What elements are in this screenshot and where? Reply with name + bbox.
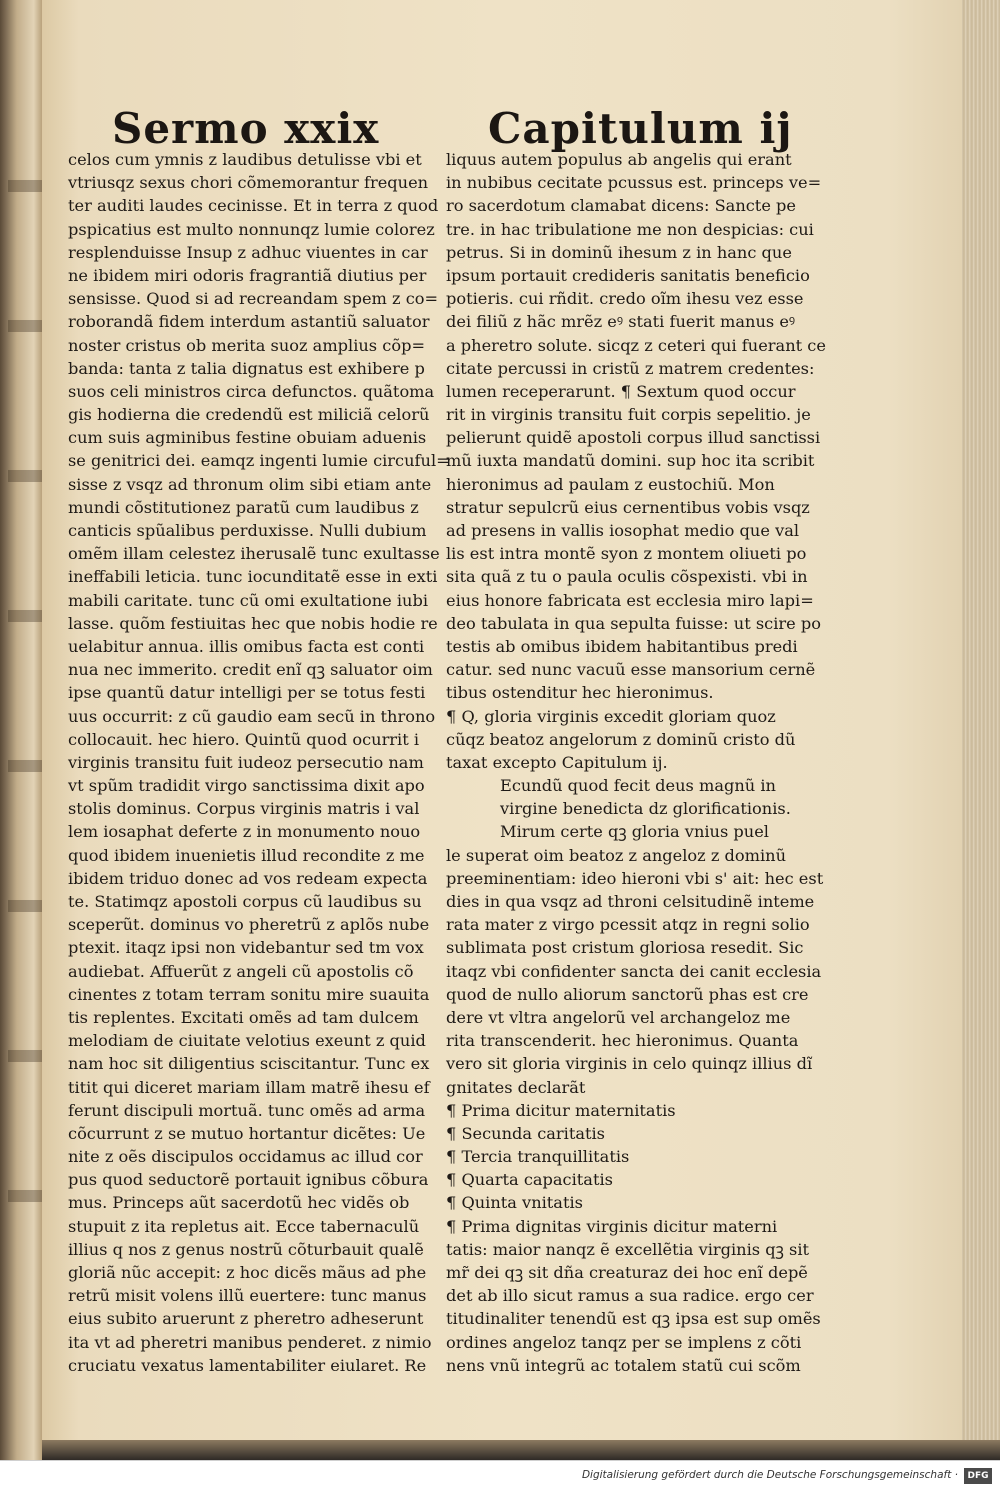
- text-line: lis est intra montẽ syon z montem oliueti po: [446, 544, 807, 564]
- text-line: ¶ Quinta vnitatis: [446, 1193, 583, 1213]
- text-line: omẽm illam celestez iherusalẽ tunc exultasse: [68, 544, 440, 564]
- text-line: tatis: maior nanqz ẽ excellẽtia virginis qꝫ sit: [446, 1239, 810, 1259]
- text-line: Mirum certe qꝫ gloria vnius puel: [500, 822, 769, 842]
- text-line: preeminentiam: ideo hieroni vbi s' ait: hec est: [446, 868, 824, 888]
- text-line: cũqz beatoz angelorum z dominũ cristo dũ: [446, 729, 796, 749]
- text-line: nam hoc sit diligentius sciscitantur. Tunc ex: [68, 1054, 430, 1074]
- page-bottom-shadow: [42, 1440, 1000, 1460]
- text-line: nens vnũ integrũ ac totalem statũ cui scõm: [446, 1355, 801, 1375]
- text-line: tre. in hac tribulatione me non despicias: cui: [446, 219, 814, 239]
- text-line: ita vt ad pheretri manibus penderet. z nimio: [68, 1332, 432, 1352]
- text-line: petrus. Si in dominũ ihesum z in hanc que: [446, 242, 792, 262]
- text-line: noster cristus ob merita suoz amplius cõp=: [68, 335, 426, 355]
- text-line: rit in virginis transitu fuit corpis sepelitio. je: [446, 405, 811, 425]
- text-line: potieris. cui rñdit. credo oĩm ihesu vez esse: [446, 289, 804, 309]
- text-line: stupuit z ita repletus ait. Ecce tabernaculũ: [68, 1216, 420, 1236]
- text-line: mũ iuxta mandatũ domini. sup hoc ita scribit: [446, 451, 815, 471]
- text-line: Ecundũ quod fecit deus magnũ in: [500, 776, 776, 796]
- text-line: collocauit. hec hiero. Quintũ quod ocurrit i: [68, 729, 420, 749]
- text-line: sceperũt. dominus vo pheretrũ z aplõs nube: [68, 915, 430, 935]
- text-line: eius subito aruerunt z pheretro adheserunt: [68, 1309, 424, 1329]
- text-line: melodiam de ciuitate velotius exeunt z quid: [68, 1031, 426, 1051]
- right-text-column: [446, 148, 826, 1377]
- text-line: liquus autem populus ab angelis qui erant: [446, 150, 792, 169]
- text-line: quod de nullo aliorum sanctorũ phas est cre: [446, 984, 809, 1004]
- footer-credit: Digitalisierung gefördert durch die Deutsche Forschungsgemeinschaft ·: [581, 1469, 958, 1481]
- text-line: sita quã z tu o paula oculis cõspexisti. vbi in: [446, 567, 808, 587]
- text-line: tis replentes. Excitati omẽs ad tam dulcem: [68, 1007, 419, 1027]
- text-line: suos celi ministros circa defunctos. quãtoma: [68, 381, 435, 401]
- text-line: det ab illo sicut ramus a sua radice. ergo cer: [446, 1286, 814, 1306]
- running-head-left: Sermo xxix: [112, 104, 380, 153]
- text-line: virgine benedicta dz glorificationis.: [500, 799, 791, 819]
- text-line: celos cum ymnis z laudibus detulisse vbi et: [68, 150, 422, 169]
- text-line: titudinaliter tenendũ est qꝫ ipsa est sup omẽs: [446, 1309, 821, 1329]
- text-line: te. Statimqz apostoli corpus cũ laudibus su: [68, 892, 422, 911]
- text-line: le superat oim beatoz z angeloz z dominũ: [446, 845, 787, 865]
- text-line: ne ibidem miri odoris fragrantiã diutius per: [68, 265, 427, 285]
- text-line: mus. Princeps aũt sacerdotũ hec vidẽs ob: [68, 1193, 410, 1213]
- text-line: mr̃ dei qꝫ sit dña creaturaz dei hoc enĩ depẽ: [446, 1263, 808, 1282]
- text-line: ¶ Quarta capacitatis: [446, 1170, 613, 1190]
- text-line: tibus ostenditur hec hieronimus.: [446, 683, 714, 703]
- text-line: ter auditi laudes cecinisse. Et in terra z quod: [68, 196, 439, 216]
- text-line: ipse quantũ datur intelligi per se totus festi: [68, 683, 426, 703]
- text-line: stratur sepulcrũ eius cernentibus vobis vsqz: [446, 497, 810, 517]
- text-line: rata mater z virgo pcessit atqz in regni solio: [446, 915, 810, 935]
- text-line: mundi cõstitutionez paratũ cum laudibus z: [68, 497, 419, 517]
- text-line: resplenduisse Insup z adhuc viuentes in car: [68, 242, 428, 262]
- dfg-logo: DFG: [964, 1468, 992, 1484]
- text-line: pelierunt quidẽ apostoli corpus illud sanctissi: [446, 428, 821, 448]
- text-line: hieronimus ad paulam z eustochiũ. Mon: [446, 474, 775, 494]
- text-line: gis hodierna die credendũ est miliciã celorũ: [68, 405, 430, 425]
- text-line: testis ab omibus ibidem habitantibus predi: [446, 636, 798, 656]
- text-line: illius q nos z genus nostrũ cõturbauit qualẽ: [68, 1239, 424, 1259]
- text-line: in nubibus cecitate pcussus est. princeps ve=: [446, 173, 822, 193]
- text-line: cõcurrunt z se mutuo hortantur dicẽtes: Ue: [68, 1123, 426, 1143]
- text-line: banda: tanta z talia dignatus est exhibere p: [68, 358, 425, 378]
- text-line: catur. sed nunc vacuũ esse mansorium cernẽ: [446, 660, 816, 680]
- text-line: dei filiũ z hãc mrẽz eꝰ stati fuerit manus eꝰ: [446, 312, 796, 332]
- text-line: sensisse. Quod si ad recreandam spem z co=: [68, 289, 439, 309]
- text-line: lasse. quõm festiuitas hec que nobis hodie re: [68, 613, 438, 633]
- text-line: vt spũm tradidit virgo sanctissima dixit apo: [68, 776, 425, 796]
- text-line: dies in qua vsqz ad throni celsitudinẽ inteme: [446, 892, 815, 911]
- text-line: sisse z vsqz ad thronum olim sibi etiam ante: [68, 474, 432, 494]
- text-line: vtriusqz sexus chori cõmemorantur frequen: [68, 173, 429, 193]
- text-line: vero sit gloria virginis in celo quinqz illius dĩ: [446, 1054, 813, 1074]
- text-line: taxat excepto Capitulum ij.: [446, 752, 668, 772]
- text-line: gloriã nũc accepit: z hoc dicẽs mãus ad phe: [68, 1263, 427, 1282]
- text-line: uus occurrit: z cũ gaudio eam secũ in throno: [68, 706, 436, 726]
- text-line: virginis transitu fuit iudeoz persecutio nam: [68, 752, 424, 772]
- text-line: gnitates declarãt: [446, 1077, 586, 1097]
- text-line: ¶ Q, gloria virginis excedit gloriam quoz: [446, 706, 776, 726]
- text-line: pus quod seductorẽ portauit ignibus cõbura: [68, 1170, 429, 1190]
- page-stack-edge: [962, 0, 1000, 1460]
- text-line: ro sacerdotum clamabat dicens: Sancte pe: [446, 196, 796, 216]
- running-head-right: Capitulum ij: [488, 104, 793, 153]
- text-line: sublimata post cristum gloriosa resedit. Sic: [446, 938, 804, 958]
- text-line: uelabitur annua. illis omibus facta est conti: [68, 636, 425, 656]
- text-line: ordines angeloz tanqz per se implens z cõti: [446, 1332, 802, 1352]
- text-line: ineffabili leticia. tunc iocunditatẽ esse in exti: [68, 567, 438, 587]
- text-line: ferunt discipuli mortuã. tunc omẽs ad arma: [68, 1100, 426, 1120]
- text-line: lumen receperarunt. ¶ Sextum quod occur: [446, 381, 796, 401]
- text-line: eius honore fabricata est ecclesia miro lapi=: [446, 590, 814, 610]
- text-line: ptexit. itaqz ipsi non videbantur sed tm vox: [68, 938, 424, 958]
- text-line: ¶ Secunda caritatis: [446, 1123, 605, 1143]
- text-line: nite z oẽs discipulos occidamus ac illud cor: [68, 1147, 423, 1167]
- text-line: audiebat. Affuerũt z angeli cũ apostolis cõ: [68, 961, 414, 981]
- text-line: se genitrici dei. eamqz ingenti lumie circuful=: [68, 451, 450, 471]
- text-line: dere vt vltra angelorũ vel archangeloz me: [446, 1007, 791, 1027]
- text-line: cruciatu vexatus lamentabiliter eiularet. Re: [68, 1355, 427, 1375]
- text-line: ¶ Prima dignitas virginis dicitur materni: [446, 1216, 778, 1236]
- text-line: citate percussi in cristũ z matrem credentes:: [446, 358, 815, 378]
- text-line: a pheretro solute. sicqz z ceteri qui fuerant ce: [446, 335, 826, 355]
- text-line: rita transcenderit. hec hieronimus. Quanta: [446, 1031, 799, 1051]
- text-line: ipsum portauit credideris sanitatis beneficio: [446, 265, 810, 285]
- text-line: canticis spũalibus perduxisse. Nulli dubium: [68, 521, 427, 540]
- text-line: retrũ misit volens illũ euertere: tunc manus: [68, 1286, 427, 1306]
- text-line: mabili caritate. tunc cũ omi exultatione iubi: [68, 590, 429, 610]
- text-line: roborandã fidem interdum astantiũ saluator: [68, 312, 430, 332]
- facing-page-edge: [0, 0, 42, 1460]
- text-line: cum suis agminibus festine obuiam aduenis: [68, 428, 427, 448]
- text-line: ad presens in vallis iosophat medio que val: [446, 521, 800, 540]
- text-line: pspicatius est multo nonnunqz lumie colorez: [68, 219, 435, 239]
- text-line: itaqz vbi confidenter sancta dei canit ecclesia: [446, 961, 822, 981]
- text-line: stolis dominus. Corpus virginis matris i val: [68, 799, 420, 819]
- text-line: cinentes z totam terram sonitu mire suauita: [68, 984, 430, 1004]
- text-line: quod ibidem inuenietis illud recondite z me: [68, 845, 425, 865]
- text-line: deo tabulata in qua sepulta fuisse: ut scire po: [446, 613, 821, 633]
- text-line: ¶ Tercia tranquillitatis: [446, 1147, 630, 1167]
- text-line: lem iosaphat deferte z in monumento nouo: [68, 822, 421, 842]
- text-line: nua nec immerito. credit enĩ qꝫ saluator oim: [68, 660, 433, 680]
- left-text-column: [68, 148, 450, 1377]
- digitization-footer: [0, 1460, 1000, 1495]
- text-line: titit qui diceret mariam illam matrẽ ihesu ef: [68, 1077, 430, 1097]
- text-line: ibidem triduo donec ad vos redeam expecta: [68, 868, 428, 888]
- text-line: ¶ Prima dicitur maternitatis: [446, 1100, 676, 1120]
